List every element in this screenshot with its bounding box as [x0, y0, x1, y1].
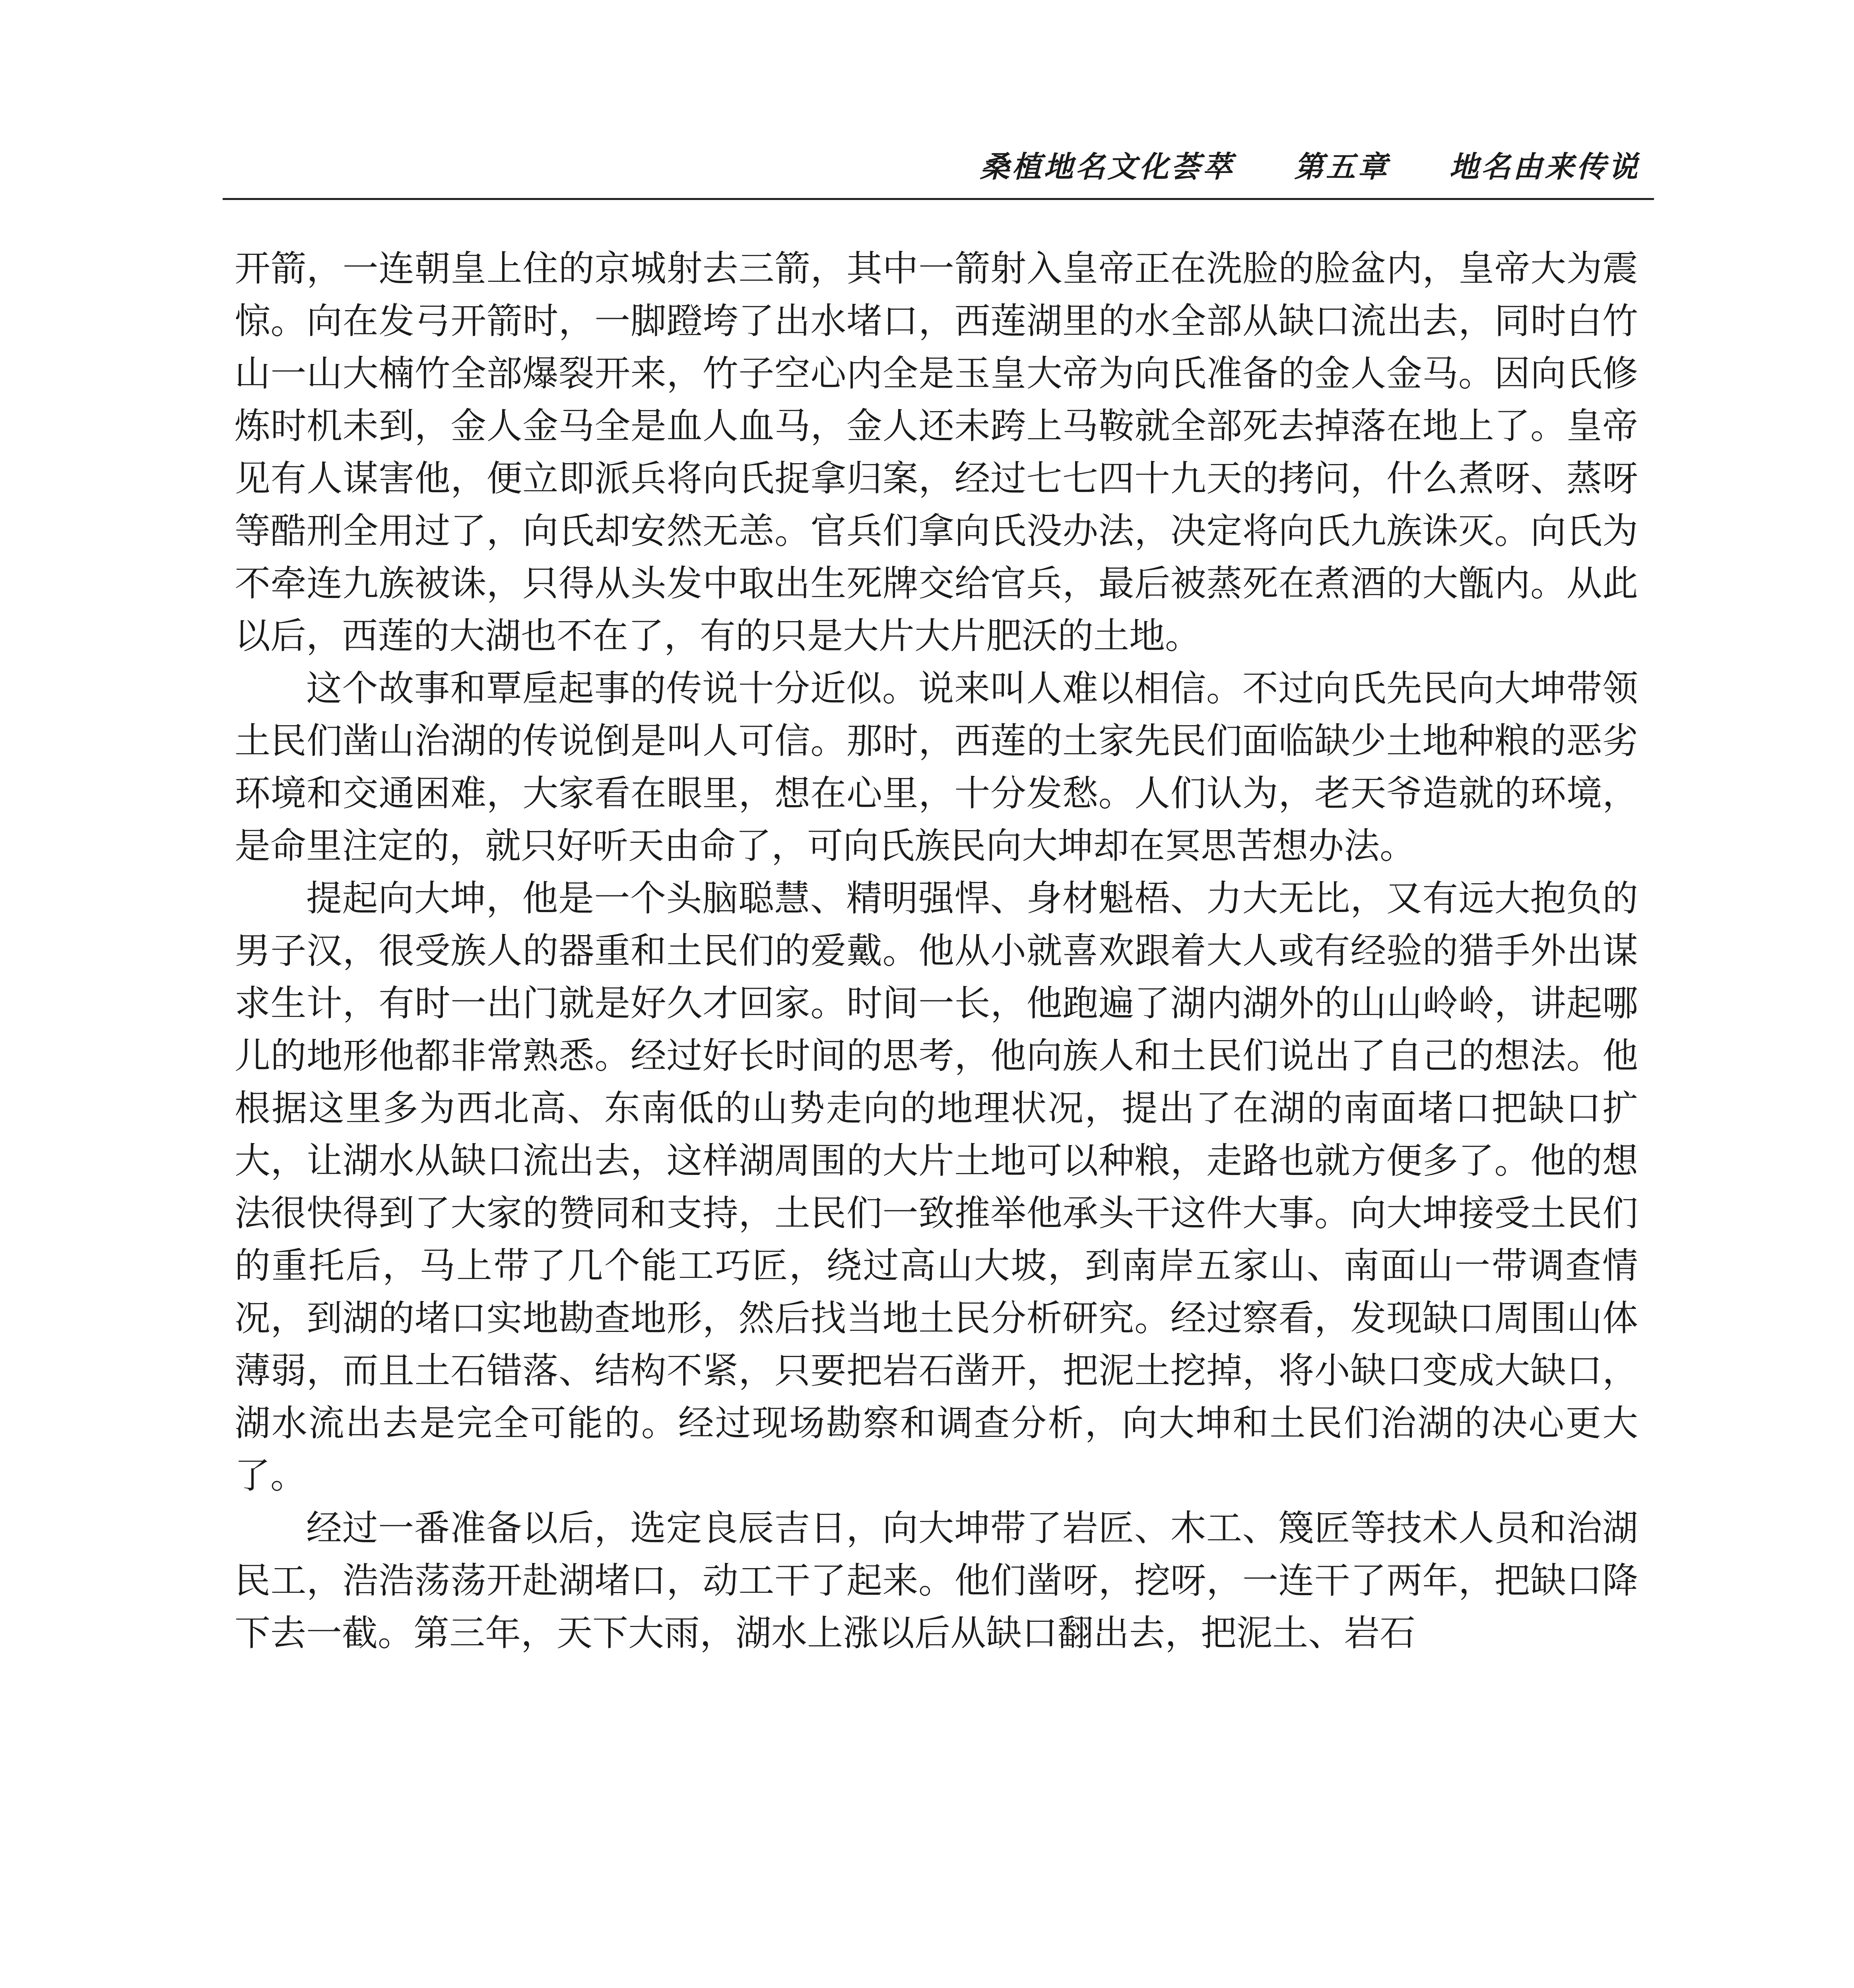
- body-text: [235, 243, 1638, 1660]
- header-section: 地名由来传说: [1449, 150, 1640, 184]
- running-header: [223, 143, 1654, 203]
- header-chapter: 第五章: [1294, 150, 1390, 184]
- paragraph-1: 开箭，一连朝皇上住的京城射去三箭，其中一箭射入皇帝正在洗脸的脸盆内，皇帝大为震惊。向在发弓开箭时，一脚蹬垮了出水堵口，西莲湖里的水全部从缺口流出去，同时白竹山一山大楠竹全部爆裂开来，竹子空心内全是玉皇大帝为向氏准备的金人金马。因向氏修炼时机未到，金人金马全是血人血马，金人还未跨上马鞍就全部死去掉落在地上了。皇帝见有人谋害他，便立即派兵将向氏捉拿归案，经过七七四十九天的拷问，什么煮呀、蒸呀等酷刑全用过了，向氏却安然无恙。官兵们拿向氏没办法，决定将向氏九族诛灭。向氏为不牵连九族被诛，只得从头发中取出生死牌交给官兵，最后被蒸死在煮酒的大甑内。从此以后，西莲的大湖也不在了，有的只是大片大片肥沃的土地。: [235, 248, 1638, 657]
- header-book-title: 桑植地名文化荟萃: [980, 150, 1235, 184]
- paragraph-3: 提起向大坤，他是一个头脑聪慧、精明强悍、身材魁梧、力大无比，又有远大抱负的男子汉，很受族人的器重和土民们的爱戴。他从小就喜欢跟着大人或有经验的猎手外出谋求生计，有时一出门就是好久才回家。时间一长，他跑遍了湖内湖外的山山岭岭，讲起哪儿的地形他都非常熟悉。经过好长时间的思考，他向族人和土民们说出了自己的想法。他根据这里多为西北高、东南低的山势走向的地理状况，提出了在湖的南面堵口把缺口扩大，让湖水从缺口流出去，这样湖周围的大片土地可以种粮，走路也就方便多了。他的想法很快得到了大家的赞同和支持，土民们一致推举他承头干这件大事。向大坤接受土民们的重托后，马上带了几个能工巧匠，绕过高山大坡，到南岸五家山、南面山一带调查情况，到湖的堵口实地勘查地形，然后找当地土民分析研究。经过察看，发现缺口周围山体薄弱，而且土石错落、结构不紧，只要把岩石凿开，把泥土挖掉，将小缺口变成大缺口，湖水流出去是完全可能的。经过现场勘察和调查分析，向大坤和土民们治湖的决心更大了。: [235, 878, 1638, 1497]
- paragraph-2: 这个故事和覃垕起事的传说十分近似。说来叫人难以相信。不过向氏先民向大坤带领土民们凿山治湖的传说倒是叫人可信。那时，西莲的土家先民们面临缺少土地种粮的恶劣环境和交通困难，大家看在眼里，想在心里，十分发愁。人们认为，老天爷造就的环境，是命里注定的，就只好听天由命了，可向氏族民向大坤却在冥思苦想办法。: [235, 668, 1638, 867]
- paragraph-4: 经过一番准备以后，选定良辰吉日，向大坤带了岩匠、木工、篾匠等技术人员和治湖民工，浩浩荡荡开赴湖堵口，动工干了起来。他们凿呀，挖呀，一连干了两年，把缺口降下去一截。第三年，天下大雨，湖水上涨以后从缺口翻出去，把泥土、岩石: [235, 1507, 1638, 1654]
- header-divider: [223, 198, 1654, 200]
- header-text: [920, 147, 1640, 187]
